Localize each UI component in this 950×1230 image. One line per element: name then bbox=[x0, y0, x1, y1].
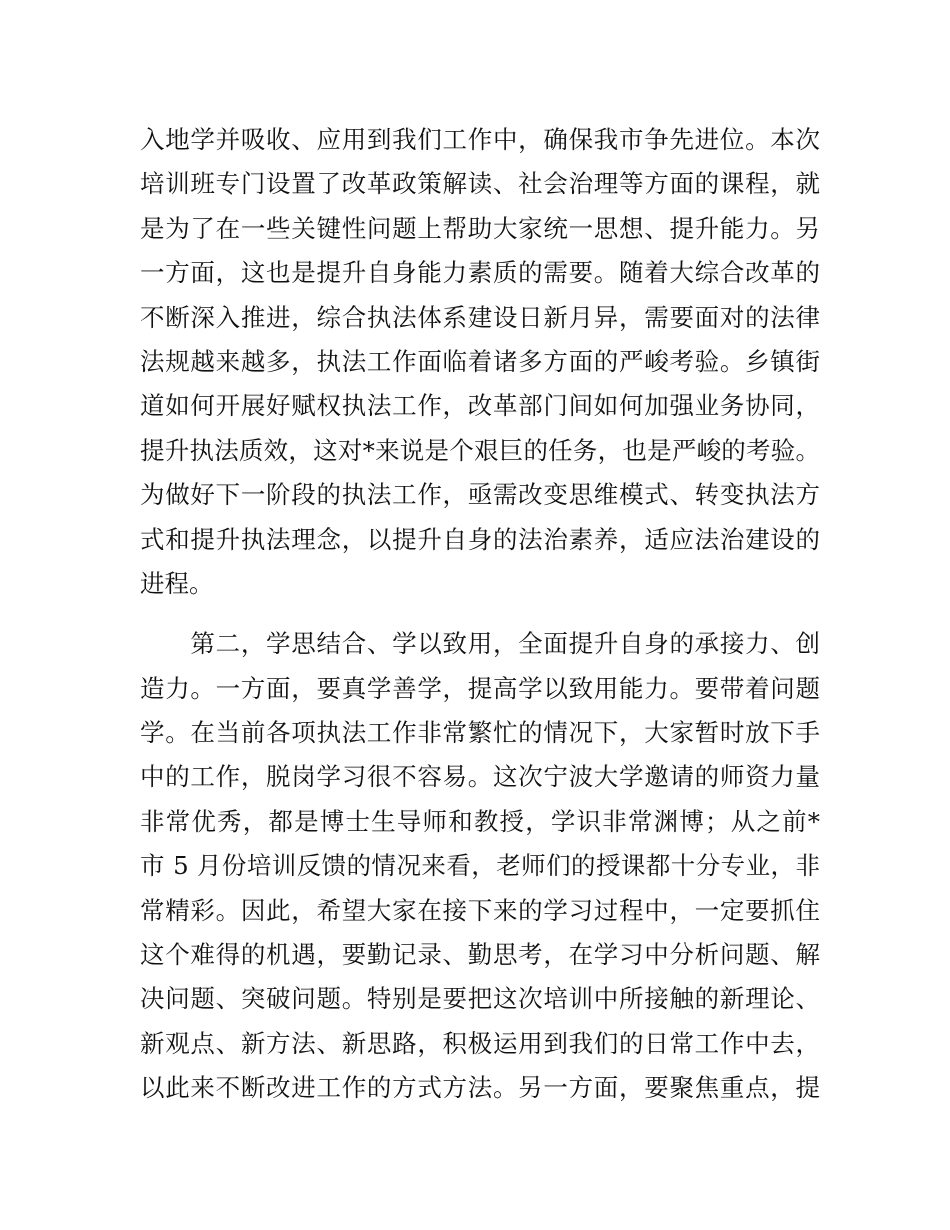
paragraph-1 bbox=[140, 118, 820, 606]
text-line: 中的工作，脱岗学习很不容易。这次宁波大学邀请的师资力量 bbox=[140, 762, 820, 792]
text-line: 造力。一方面，要真学善学，提高学以致用能力。要带着问题 bbox=[140, 673, 820, 703]
text-line: 常精彩。因此，希望大家在接下来的学习过程中，一定要抓住 bbox=[140, 895, 820, 925]
text-line: 新观点、新方法、新思路，积极运用到我们的日常工作中去， bbox=[140, 1028, 820, 1058]
text-line: 式和提升执法理念，以提升自身的法治素养，适应法治建设的 bbox=[140, 524, 820, 554]
text-line: 非常优秀，都是博士生导师和教授，学识非常渊博；从之前* bbox=[140, 806, 820, 836]
text-line: 提升执法质效，这对*来说是个艰巨的任务，也是严峻的考验。 bbox=[140, 435, 820, 465]
text-line: 为做好下一阶段的执法工作，亟需改变思维模式、转变执法方 bbox=[140, 480, 820, 510]
text-line: 第二，学思结合、学以致用，全面提升自身的承接力、创 bbox=[140, 629, 820, 659]
text-line: 决问题、突破问题。特别是要把这次培训中所接触的新理论、 bbox=[140, 984, 820, 1014]
text-line: 不断深入推进，综合执法体系建设日新月异，需要面对的法律 bbox=[140, 302, 820, 332]
text-line: 进程。 bbox=[140, 568, 214, 598]
text-line: 一方面，这也是提升自身能力素质的需要。随着大综合改革的 bbox=[140, 258, 820, 288]
text-line: 市 5 月份培训反馈的情况来看，老师们的授课都十分专业，非 bbox=[140, 851, 820, 881]
text-line: 学。在当前各项执法工作非常繁忙的情况下，大家暂时放下手 bbox=[140, 718, 820, 748]
text-line: 这个难得的机遇，要勤记录、勤思考，在学习中分析问题、解 bbox=[140, 940, 820, 970]
text-line: 是为了在一些关键性问题上帮助大家统一思想、提升能力。另 bbox=[140, 213, 820, 243]
paragraph-spacing bbox=[140, 606, 820, 622]
text-line: 入地学并吸收、应用到我们工作中，确保我市争先进位。本次 bbox=[140, 125, 820, 154]
document-body bbox=[140, 118, 820, 1111]
paragraph-2 bbox=[140, 622, 820, 1110]
text-line: 法规越来越多，执法工作面临着诸多方面的严峻考验。乡镇街 bbox=[140, 346, 820, 376]
text-line: 道如何开展好赋权执法工作，改革部门间如何加强业务协同， bbox=[140, 391, 820, 421]
text-line: 培训班专门设置了改革政策解读、社会治理等方面的课程，就 bbox=[140, 169, 820, 199]
text-line: 以此来不断改进工作的方式方法。另一方面，要聚焦重点，提 bbox=[140, 1073, 820, 1103]
